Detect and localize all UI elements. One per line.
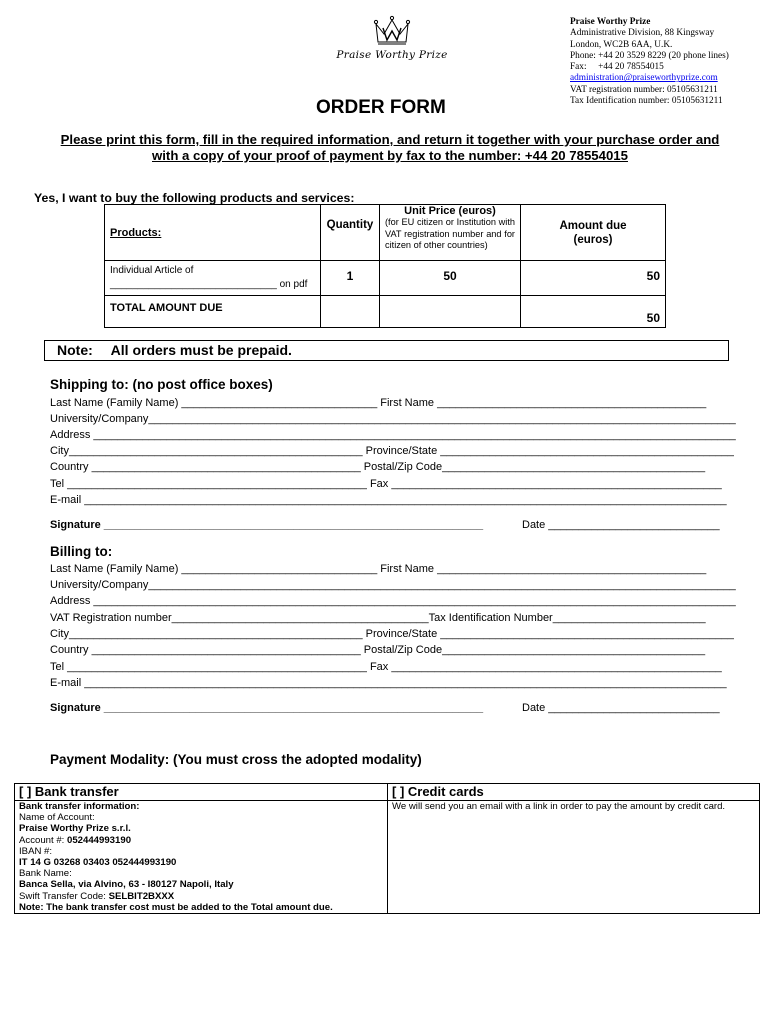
company-address-line: London, WC2B 6AA, U.K.	[570, 39, 673, 50]
billing-date-field[interactable]: Date ____________________________	[522, 702, 720, 714]
products-intro: Yes, I want to buy the following products and services:	[34, 191, 355, 205]
quantity-value: 1	[321, 261, 380, 296]
billing-heading: Billing to:	[50, 544, 113, 559]
instructions	[20, 132, 760, 164]
company-tax-id: Tax Identification number: 05105631211	[570, 96, 723, 107]
logo-text: Praise Worthy Prize	[336, 49, 448, 61]
payment-table	[14, 783, 760, 914]
note-text: All orders must be prepaid.	[110, 342, 292, 358]
billing-university-field[interactable]: University/Company________________________________________________________________________________________________	[50, 579, 736, 591]
products-table	[104, 204, 666, 328]
credit-card-header[interactable]: [ ] Credit cards	[392, 784, 484, 799]
crown-logo-icon	[370, 14, 414, 48]
shipping-university-field[interactable]: University/Company________________________________________________________________________________________________	[50, 413, 736, 425]
shipping-last-name-field[interactable]: Last Name (Family Name) ________________________________ First Name ____________________________________________	[50, 397, 707, 409]
products-header: Products:	[110, 226, 162, 239]
company-email-link[interactable]: administration@praiseworthyprize.com	[570, 73, 718, 84]
company-fax: Fax: +44 20 78554015	[570, 62, 664, 73]
credit-card-text: We will send you an email with a link in order to pay the amount by credit card.	[392, 801, 726, 812]
page-title: ORDER FORM	[316, 97, 446, 118]
company-vat: VAT registration number: 05105631211	[570, 84, 718, 95]
bank-transfer-details	[15, 801, 388, 914]
shipping-heading: Shipping to: (no post office boxes)	[50, 377, 273, 392]
unit-price-header: Unit Price (euros)	[404, 205, 496, 217]
billing-vat-field[interactable]: VAT Registration number__________________________________________Tax Identification Number_________________________	[50, 612, 706, 624]
bank-transfer-note: Note: The bank transfer cost must be added to the Total amount due.	[19, 901, 333, 913]
bank-name-label: Bank Name:	[19, 868, 72, 880]
billing-tel-field[interactable]: Tel _________________________________________________ Fax ______________________________________________________	[50, 661, 722, 673]
billing-last-name-field[interactable]: Last Name (Family Name) ________________________________ First Name ____________________________________________	[50, 563, 707, 575]
note-box	[44, 340, 729, 361]
logo	[332, 14, 452, 70]
account-name: Praise Worthy Prize s.r.l.	[19, 823, 131, 835]
payment-heading: Payment Modality: (You must cross the adopted modality)	[50, 752, 422, 767]
billing-address-field[interactable]: Address _________________________________________________________________________________________________________	[50, 595, 736, 607]
billing-city-field[interactable]: City________________________________________________ Province/State ________________________________________________	[50, 628, 734, 640]
quantity-header: Quantity	[321, 205, 380, 261]
shipping-city-field[interactable]: City________________________________________________ Province/State ________________________________________________	[50, 445, 734, 457]
instructions-line: Please print this form, fill in the required information, and return it together with your purchase order and	[60, 132, 720, 147]
shipping-address-field[interactable]: Address _________________________________________________________________________________________________________	[50, 429, 736, 441]
account-number: 052444993190	[67, 834, 132, 846]
shipping-country-field[interactable]: Country ____________________________________________ Postal/Zip Code___________________________________________	[50, 461, 706, 473]
shipping-tel-field[interactable]: Tel _________________________________________________ Fax ______________________________________________________	[50, 478, 722, 490]
swift-label: Swift Transfer Code:	[19, 890, 109, 902]
unit-price-value: 50	[380, 261, 521, 296]
instructions-line: with a copy of your proof of payment by fax to the number: +44 20 78554015	[152, 148, 628, 163]
company-address-line: Administrative Division, 88 Kingsway	[570, 28, 715, 39]
bank-info-label: Bank transfer information:	[19, 801, 140, 812]
bank-transfer-option[interactable]	[15, 784, 388, 801]
company-info	[570, 17, 729, 107]
products-header-cell	[105, 205, 321, 261]
shipping-email-field[interactable]: E-mail _________________________________________________________________________________________________________	[50, 494, 727, 506]
shipping-signature-field[interactable]: Signature ______________________________________________________________	[50, 519, 484, 531]
product-item-label: Individual Article of	[110, 265, 194, 276]
empty-cell	[380, 296, 521, 328]
total-amount: 50	[521, 296, 666, 328]
iban-value: IT 14 G 03268 03403 052444993190	[19, 857, 177, 869]
unit-price-note: (for EU citizen or Institution with VAT registration number and for citizen of other countries)	[385, 217, 515, 250]
product-item-blank: ______________________________ on pdf	[110, 279, 308, 290]
credit-card-details	[388, 801, 760, 914]
bank-transfer-header[interactable]: [ ] Bank transfer	[19, 784, 119, 799]
company-name: Praise Worthy Prize	[570, 17, 651, 27]
product-item-cell	[105, 261, 321, 296]
billing-email-field[interactable]: E-mail _________________________________________________________________________________________________________	[50, 677, 727, 689]
company-phone: Phone: +44 20 3529 8229 (20 phone lines)	[570, 50, 729, 61]
account-number-label: Account #:	[19, 834, 67, 846]
unit-price-header-cell	[380, 205, 521, 261]
swift-code: SELBIT2BXXX	[108, 890, 175, 902]
bank-name: Banca Sella, via Alvino, 63 - I80127 Napoli, Italy	[19, 879, 234, 891]
credit-card-option[interactable]	[388, 784, 760, 801]
amount-header: Amount due (euros)	[521, 205, 666, 261]
amount-value: 50	[521, 261, 666, 296]
total-label: TOTAL AMOUNT DUE	[105, 296, 321, 328]
account-name-label: Name of Account:	[19, 812, 95, 824]
note-label: Note:	[57, 342, 93, 358]
billing-signature-field[interactable]: Signature ______________________________________________________________	[50, 702, 484, 714]
iban-label: IBAN #:	[19, 845, 53, 857]
billing-country-field[interactable]: Country ____________________________________________ Postal/Zip Code___________________________________________	[50, 644, 706, 656]
empty-cell	[321, 296, 380, 328]
shipping-date-field[interactable]: Date ____________________________	[522, 519, 720, 531]
